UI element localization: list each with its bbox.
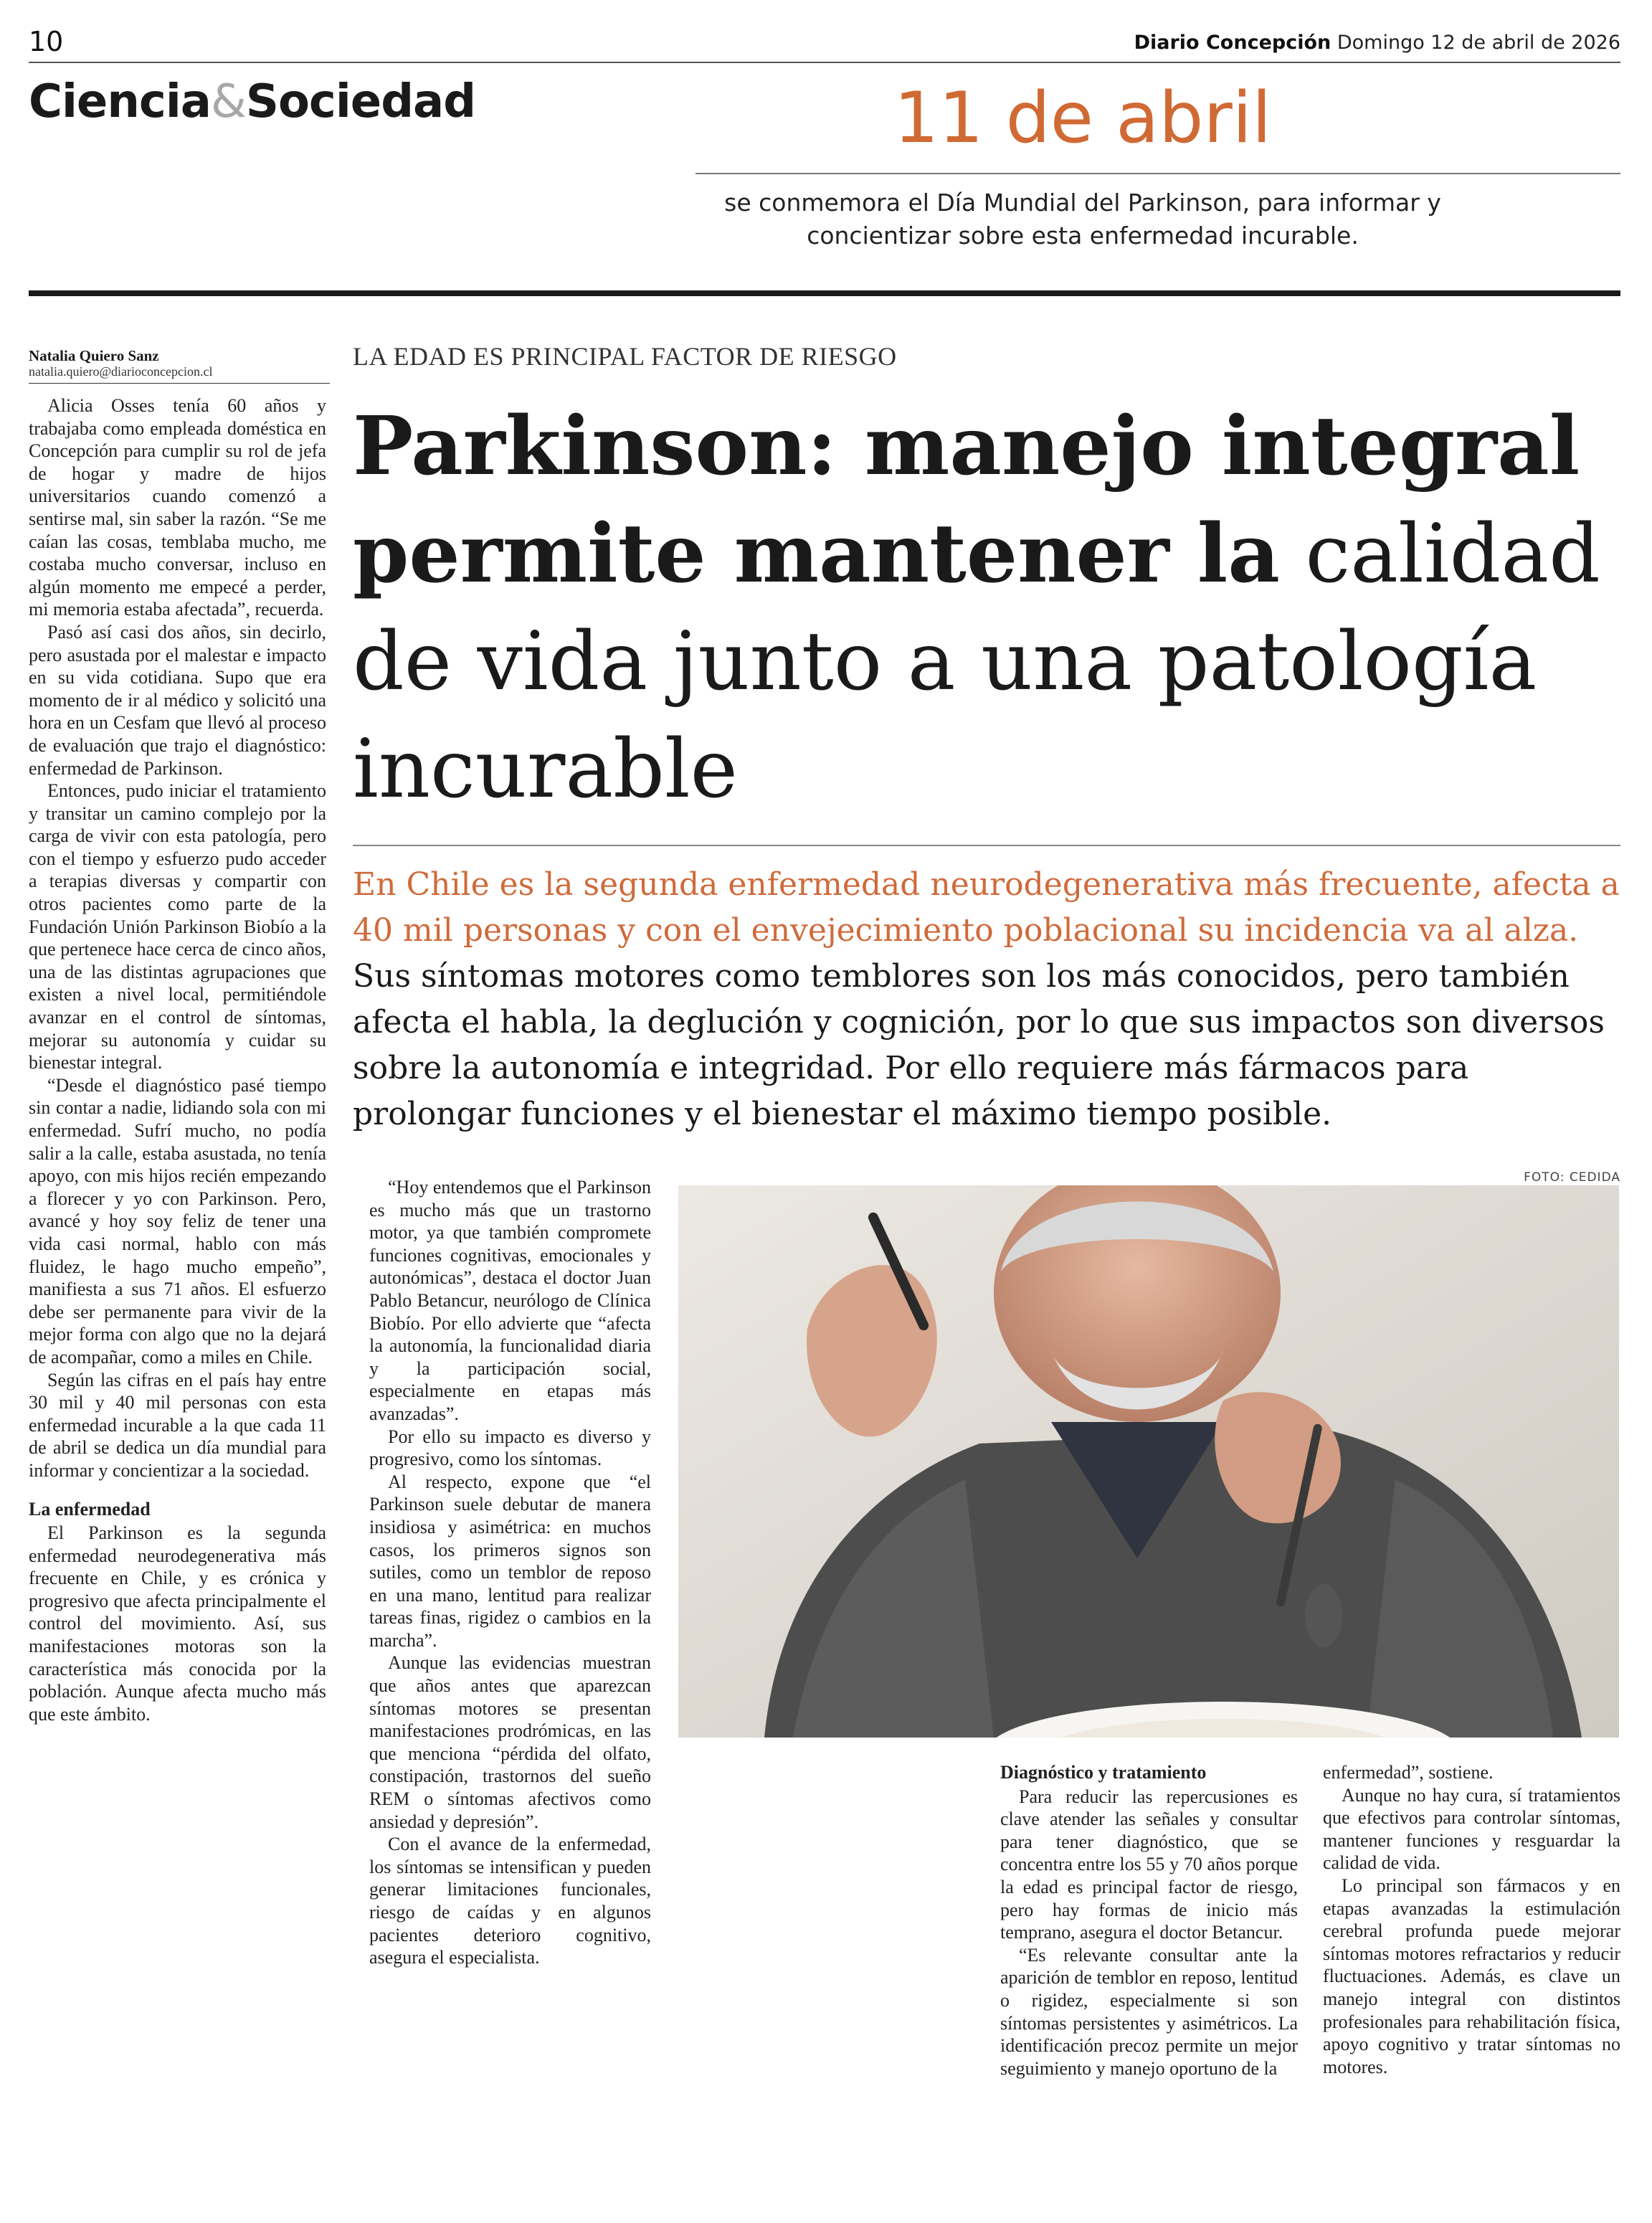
body-paragraph: Aunque no hay cura, sí tratamientos que efectivos para controlar síntomas, mantener funciones y resguardar la calidad de vida. bbox=[1323, 1784, 1620, 1874]
section-divider bbox=[29, 290, 1620, 296]
article-photo bbox=[678, 1185, 1619, 1738]
article-column-2 bbox=[369, 1176, 651, 1969]
section-title-part1: Ciencia bbox=[29, 75, 211, 128]
body-paragraph: Según las cifras en el país hay entre 30 mil y 40 mil personas con esta enfermedad incurable a la que cada 11 de abril se dedica un día mundial para informar y concientizar a la sociedad. bbox=[29, 1369, 326, 1481]
headline-bold: Parkinson: manejo integral permite mantener la bbox=[353, 399, 1580, 601]
body-paragraph: Lo principal son fármacos y en etapas avanzadas la estimulación cerebral profunda puede mejorar síntomas motores refractarios y reducir fluctuaciones. Además, es clave un manejo integral con distintos profesionales para rehabilitación física, apoyo cognitivo y tratar síntomas no motores. bbox=[1323, 1874, 1620, 2077]
article-column-3 bbox=[1000, 1761, 1298, 2080]
photo-credit: FOTO: CEDIDA bbox=[1524, 1170, 1620, 1185]
section-ampersand: & bbox=[210, 75, 246, 128]
author-name: Natalia Quiero Sanz bbox=[29, 347, 159, 364]
body-paragraph: Con el avance de la enfermedad, los síntomas se intensifican y pueden generar limitaciones funcionales, riesgo de caídas y en algunos pacientes deterioro cognitivo, asegura el especialista. bbox=[369, 1834, 651, 1968]
body-paragraph: Para reducir las repercusiones es clave atender las señales y consultar para tener diagnóstico, que se concentra entre los 55 y 70 años porque la edad es principal factor de riesgo, pero hay formas de inicio más temprano, asegura el doctor Betancur. bbox=[1000, 1786, 1298, 1943]
subheading-la-enfermedad: La enfermedad bbox=[29, 1498, 151, 1520]
body-paragraph: enfermedad”, sostiene. bbox=[1323, 1762, 1494, 1783]
top-divider bbox=[29, 62, 1620, 63]
body-paragraph: “Desde el diagnóstico pasé tiempo sin contar a nadie, lidiando sola con mi enfermedad. Sufrí mucho, no podía salir a la calle, estaba asustada, no tenía apoyo, con mis hijos recién empezando a florecer y yo con Parkinson. Pero, avancé y hoy soy feliz de tener una vida casi normal, hablo con más fluidez, le hago mucho empeño”, manifiesta a sus 71 años. El esfuerzo debe ser permanente para vivir de la mejor forma con algo que no la dejará de acompañar, como a miles en Chile. bbox=[29, 1074, 326, 1368]
body-paragraph: El Parkinson es la segunda enfermedad neurodegenerativa más frecuente en Chile, y es crónica y progresivo que afecta principalmente el control del movimiento. Así, sus manifestaciones motoras son la característica más conocida por la población. Aunque afecta mucho más que este ámbito. bbox=[29, 1522, 326, 1725]
article-kicker: LA EDAD ES PRINCIPAL FACTOR DE RIESGO bbox=[353, 342, 897, 371]
publication-info bbox=[1134, 32, 1620, 54]
body-paragraph: “Es relevante consultar ante la aparición de temblor en reposo, lentitud o rigidez, especialmente si son síntomas persistentes y asimétricos. La identificación precoz permite un mejor seguimiento y manejo oportuno de la bbox=[1000, 1944, 1298, 2079]
article-column-4 bbox=[1323, 1761, 1620, 2078]
date-highlight-subtext: se conmemora el Día Mundial del Parkinson, para informar y concientizar sobre esta enfermedad incurable. bbox=[724, 189, 1441, 250]
body-paragraph: Alicia Osses tenía 60 años y trabajaba como empleada doméstica en Concepción para cumplir su rol de jefa de hogar y madre de hijos universitarios cuando comenzó a sentirse mal, sin saber la razón. “Se me caían las cosas, temblaba mucho, me costaba mucho conversar, incluso en algún momento me empecé a perder, mi memoria estaba afectada”, recuerda. bbox=[29, 395, 326, 620]
section-title bbox=[29, 75, 475, 128]
subheading-diagnostico: Diagnóstico y tratamiento bbox=[1000, 1762, 1207, 1783]
body-paragraph: “Hoy entendemos que el Parkinson es mucho más que un trastorno motor, ya que también compromete funciones cognitivas, emocionales y autonómicas”, destaca el doctor Juan Pablo Betancur, neurólogo de Clínica Biobío. Por ello advierte que “afecta la autonomía, la funcionalidad diaria y la participación social, especialmente en etapas más avanzadas”. bbox=[369, 1177, 651, 1424]
article-column-1 bbox=[29, 394, 326, 1725]
newspaper-name: Diario Concepción bbox=[1134, 32, 1331, 54]
body-paragraph: Al respecto, expone que “el Parkinson suele debutar de manera insidiosa y asimétrica: en muchos casos, los primeros signos son sutiles, como un temblor de reposo en una mano, lentitud para realizar tareas finas, rigidez o cambios en la marcha”. bbox=[369, 1471, 651, 1651]
issue-date: Domingo 12 de abril de 2026 bbox=[1337, 32, 1620, 54]
headline-divider bbox=[353, 845, 1620, 846]
body-paragraph: Entonces, pudo iniciar el tratamiento y transitar un camino complejo por la carga de vivir con esta patología, pero con el tiempo y esfuerzo pudo acceder a terapias diversas y compartir con otros pacientes como parte de la Fundación Unión Parkinson Biobío a la que pertenece hace cerca de cinco años, una de las distintas agrupaciones que existen a nivel local, permitiéndole avanzar en el control de síntomas, mejorar su autonomía y cuidar su bienestar integral. bbox=[29, 780, 326, 1073]
lead-paragraph: Sus síntomas motores como temblores son los más conocidos, pero también afecta el habla, la deglución y cognición, por lo que sus impactos son diversos sobre la autonomía e integridad. Por ello requiere más fármacos para prolongar funciones y el bienestar el máximo tiempo posible. bbox=[353, 958, 1605, 1132]
byline-divider bbox=[29, 383, 330, 384]
author-email[interactable]: natalia.quiero@diarioconcepcion.cl bbox=[29, 364, 213, 379]
body-paragraph: Por ello su impacto es diverso y progresivo, como los síntomas. bbox=[369, 1426, 651, 1470]
article-headline bbox=[353, 393, 1629, 823]
body-paragraph: Aunque las evidencias muestran que años antes que aparezcan síntomas motores se presentan manifestaciones prodrómicas, en las que menciona “pérdida del olfato, constipación, trastornos del sueño REM o síntomas afectivos como ansiedad y depresión”. bbox=[369, 1652, 651, 1832]
section-title-part2: Sociedad bbox=[245, 75, 475, 128]
date-highlight: 11 de abril bbox=[893, 77, 1272, 159]
body-paragraph: Pasó así casi dos años, sin decirlo, pero asustada por el malestar e impacto en su vida cotidiana. Supo que era momento de ir al médico y solicitó una hora en un Cesfam que llevó al proceso de evaluación que trajo el diagnóstico: enfermedad de Parkinson. bbox=[29, 621, 326, 779]
page-number: 10 bbox=[29, 26, 64, 57]
date-divider bbox=[696, 173, 1620, 174]
lead-highlight: En Chile es la segunda enfermedad neurodegenerativa más frecuente, afecta a 40 mil personas y con el envejecimiento poblacional su incidencia va al alza. bbox=[353, 866, 1620, 949]
photo-illustration bbox=[678, 1185, 1619, 1738]
headline-regular: calidad de vida junto a una patología incurable bbox=[353, 508, 1600, 816]
